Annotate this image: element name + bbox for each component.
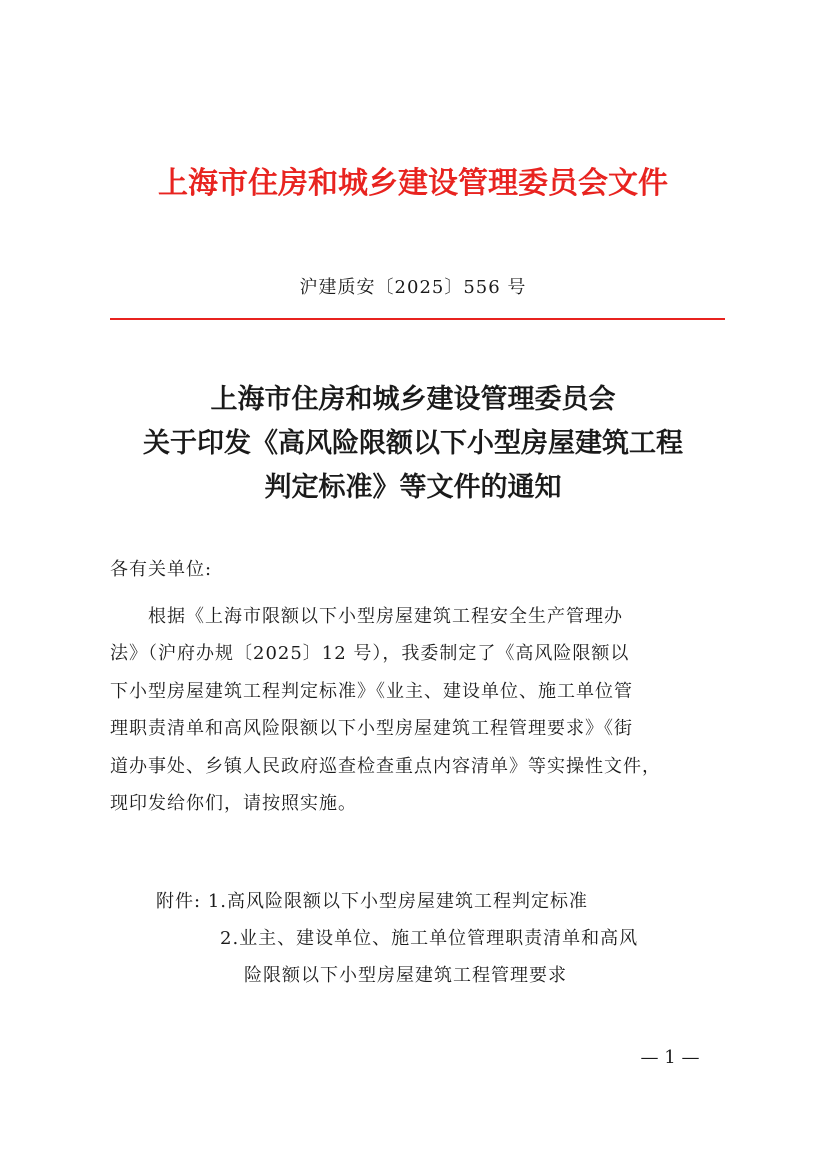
page-number: — 1 —: [640, 1047, 700, 1068]
body-line: 下小型房屋建筑工程判定标准》《业主、建设单位、施工单位管: [110, 680, 633, 702]
attachment-item-text: 1.高风险限额以下小型房屋建筑工程判定标准: [207, 891, 588, 912]
notice-title-line-1: 上海市住房和城乡建设管理委员会: [210, 384, 616, 415]
attachment-item: [156, 883, 736, 920]
salutation: 各有关单位:: [110, 559, 213, 580]
notice-title-line-3: 判定标准》等文件的通知: [264, 472, 562, 503]
attachment-item-continuation: 险限额以下小型房屋建筑工程管理要求: [244, 965, 567, 986]
body-line: 法》（沪府办规〔2025〕12 号），我委制定了《高风险限额以: [110, 643, 630, 665]
body-line: 道办事处、乡镇人民政府巡查检查重点内容清单》等实操性文件，: [110, 755, 661, 777]
notice-title-line-2: 关于印发《高风险限额以下小型房屋建筑工程: [143, 428, 683, 459]
body-line: 理职责清单和高风险限额以下小型房屋建筑工程管理要求》《街: [110, 718, 633, 740]
attachment-item: 2.业主、建设单位、施工单位管理职责清单和高风: [220, 928, 639, 949]
attachments-list: [156, 883, 736, 994]
document-number: 沪建质安〔2025〕556 号: [299, 277, 527, 298]
red-divider-line: [110, 318, 725, 320]
notice-title: [0, 378, 826, 510]
attachments-label: 附件:: [156, 891, 202, 912]
body-line: 根据《上海市限额以下小型房屋建筑工程安全生产管理办: [148, 606, 623, 627]
issuer-title: 上海市住房和城乡建设管理委员会文件: [158, 166, 668, 201]
body-line: 现印发给你们，请按照实施。: [110, 793, 357, 815]
body-paragraph: [110, 598, 725, 822]
